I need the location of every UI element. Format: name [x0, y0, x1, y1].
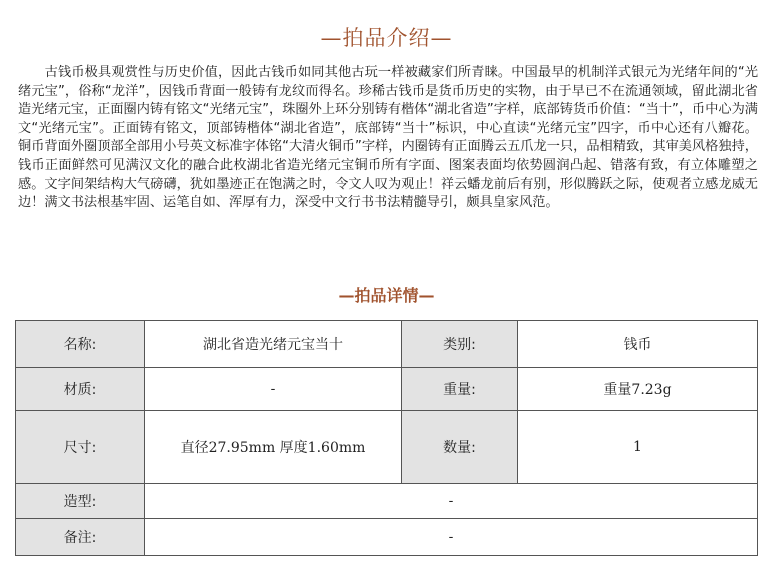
- section-title: —拍品介绍—: [320, 26, 453, 50]
- table-row: [16, 368, 758, 411]
- note-value: -: [145, 519, 758, 556]
- category-label: 类别:: [402, 321, 518, 368]
- table-row: [16, 519, 758, 556]
- shape-label: 造型:: [16, 484, 145, 519]
- details-table: [15, 320, 758, 556]
- material-label: 材质:: [16, 368, 145, 411]
- size-label: 尺寸:: [16, 411, 145, 484]
- weight-value: 重量7.23g: [518, 368, 758, 411]
- name-label: 名称:: [16, 321, 145, 368]
- note-label: 备注:: [16, 519, 145, 556]
- name-value: 湖北省造光绪元宝当十: [145, 321, 402, 368]
- category-value: 钱币: [518, 321, 758, 368]
- size-value: 直径27.95mm 厚度1.60mm: [145, 411, 402, 484]
- material-value: -: [145, 368, 402, 411]
- weight-label: 重量:: [402, 368, 518, 411]
- table-row: [16, 321, 758, 368]
- quantity-value: 1: [518, 411, 758, 484]
- table-row: [16, 484, 758, 519]
- intro-text: 古钱币极具观赏性与历史价值，因此古钱币如同其他古玩一样被藏家们所青睐。中国最早的机制洋式银元为光绪年间的“光绪元宝”，俗称“龙洋”，因钱币背面一般铸有龙纹而得名。珍稀古钱币是货币历史的实物，由于早已不在流通领域，留此湖北省造光绪元宝，正面圈内铸有铭文“光绪元宝”，珠圈外上环分别铸有楷体“湖北省造”字样，底部铸货币价值：“当十”，币中心为满文“光绪元宝”。正面铸有铭文，顶部铸楷体“湖北省造”，底部铸“当十”标识，中心直读“光绪元宝”四字，币中心还有八瓣花。铜币背面外圈顶部全部用小号英文标准字体铭“大清火铜币”字样，内圈铸有正面腾云五爪龙一只，品相精致，其审美风格独持，钱币正面鲜然可见满汉文化的融合此枚湖北省造光绪元宝铜币所有字面、图案表面均依势圆润凸起、错落有致，有立体雕塑之感。文字间架结构大气磅礴，犹如墨迹正在饱满之时，令文人叹为观止！祥云蟠龙前后有别，形似腾跃之际，使观者立感龙威无边！满文书法根基牢固、运笔自如、浑厚有力，深受中文行书书法精髓导引，颇具皇家风范。: [18, 65, 759, 211]
- quantity-label: 数量:: [402, 411, 518, 484]
- intro-paragraph: [18, 64, 758, 213]
- shape-value: -: [145, 484, 758, 519]
- table-row: [16, 411, 758, 484]
- details-title: —拍品详情—: [338, 286, 435, 305]
